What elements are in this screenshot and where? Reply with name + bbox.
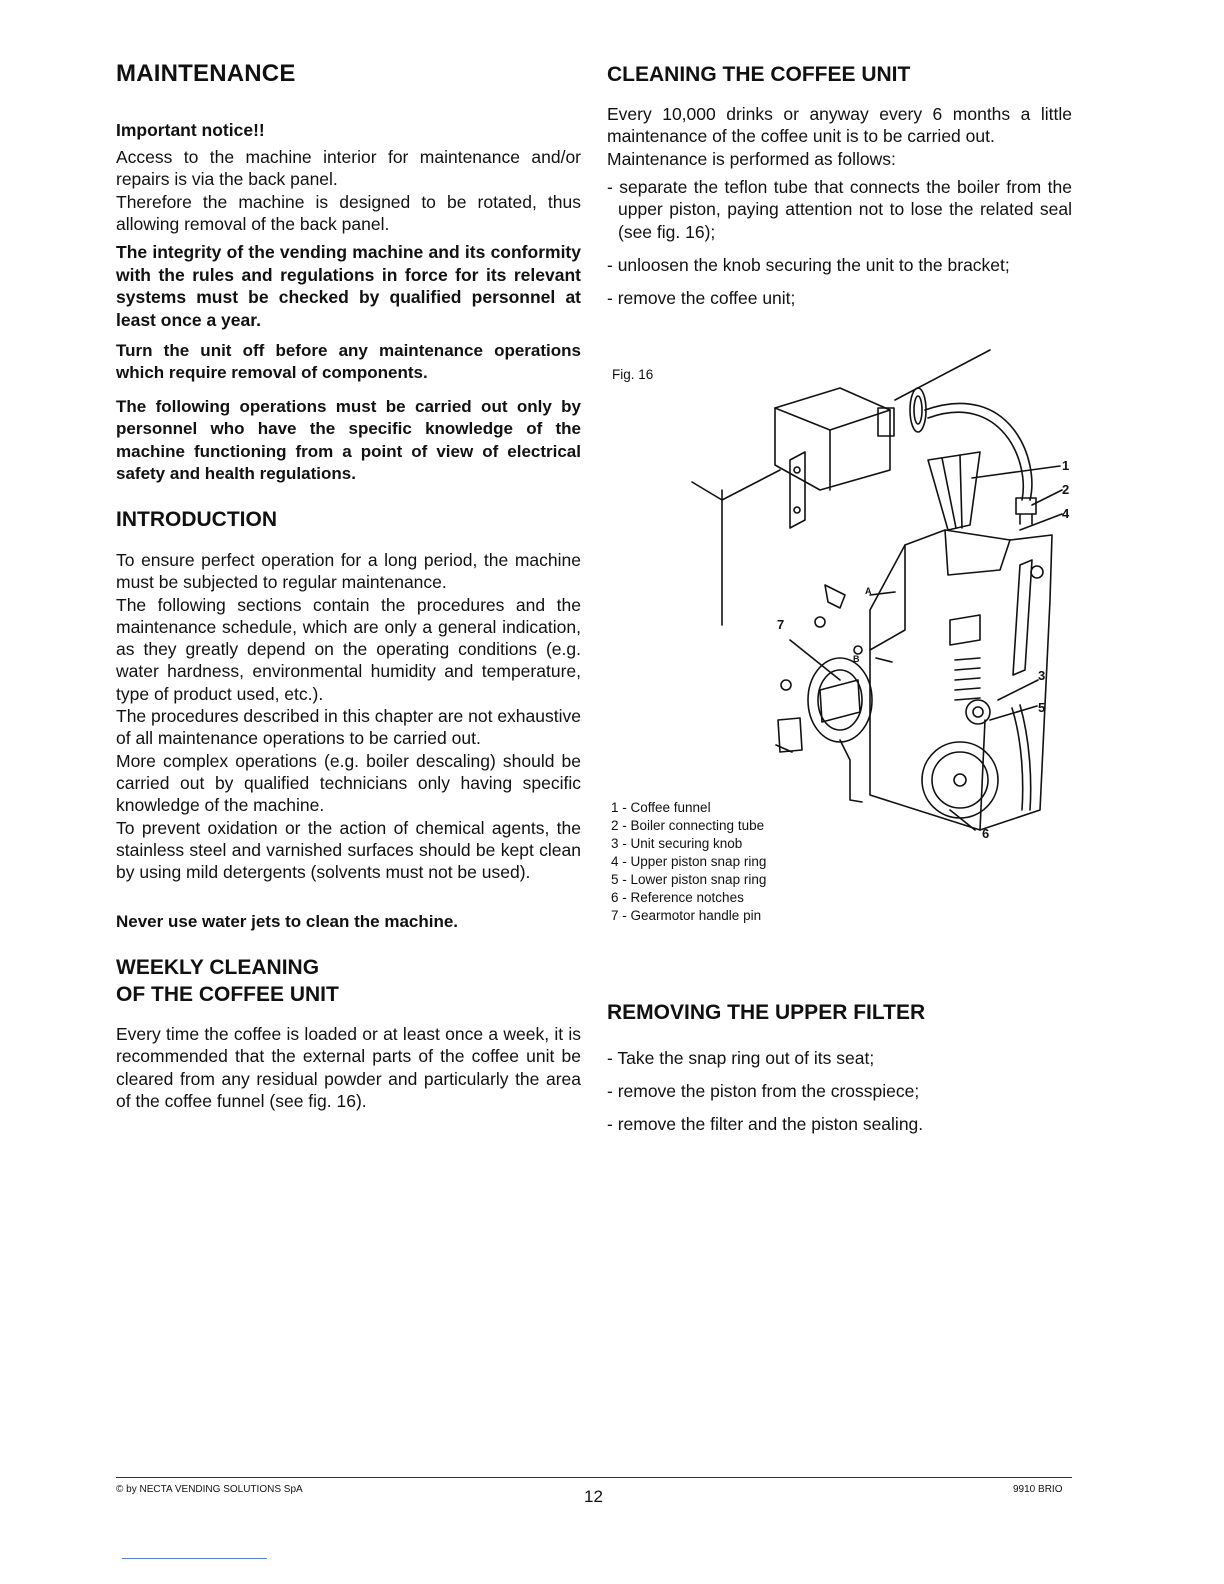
filter-step: - Take the snap ring out of its seat; bbox=[607, 1048, 875, 1068]
introduction-heading: INTRODUCTION bbox=[116, 508, 277, 531]
footer-rule bbox=[116, 1477, 1072, 1478]
legend-item: 5 - Lower piston snap ring bbox=[611, 872, 767, 887]
page-title: MAINTENANCE bbox=[116, 60, 296, 87]
legend-item: 2 - Boiler connecting tube bbox=[611, 818, 765, 833]
intro-paragraph: The following sections contain the procedures and the maintenance schedule, which are only a general indication, as they greatly depend on the operating conditions (e.g. water hardness, environmental humidity and temperature, type of product used, etc.). bbox=[116, 594, 581, 704]
intro-paragraph: To prevent oxidation or the action of chemical agents, the stainless steel and varnished surfaces should be kept clean by using mild detergents (solvents must not be used). bbox=[116, 817, 581, 883]
weekly-heading-line-2: OF THE COFFEE UNIT bbox=[116, 983, 339, 1006]
legend-item: 6 - Reference notches bbox=[611, 890, 744, 905]
intro-paragraph: The procedures described in this chapter are not exhaustive of all maintenance operations to be carried out. bbox=[116, 706, 581, 749]
notice-paragraph-2: Therefore the machine is designed to be rotated, thus allowing removal of the back panel. bbox=[116, 192, 581, 235]
cleaning-step: - separate the teflon tube that connects the boiler from the upper piston, paying attention not to lose the related seal (see fig. 16); bbox=[607, 177, 1072, 242]
intro-paragraph: More complex operations (e.g. boiler descaling) should be carried out by qualified technicians only having specific knowledge of the machine. bbox=[116, 750, 581, 816]
intro-paragraph: To ensure perfect operation for a long period, the machine must be subjected to regular maintenance. bbox=[116, 550, 581, 593]
callout-2: 2 bbox=[1062, 482, 1070, 497]
filter-heading: REMOVING THE UPPER FILTER bbox=[607, 1001, 926, 1024]
introduction-text bbox=[116, 549, 581, 883]
notice-heading: Important notice!! bbox=[116, 120, 265, 140]
cleaning-step: - remove the coffee unit; bbox=[607, 288, 796, 308]
weekly-cleaning-text: Every time the coffee is loaded or at least once a week, it is recommended that the external parts of the coffee unit be cleared from any residual powder and particularly the area of the coffee funnel (see fig. 16). bbox=[116, 1024, 581, 1111]
cleaning-step: - unloosen the knob securing the unit to the bracket; bbox=[607, 255, 1010, 275]
weekly-heading-line-1: WEEKLY CLEANING bbox=[116, 956, 320, 979]
filter-step: - remove the filter and the piston sealing. bbox=[607, 1114, 924, 1134]
weekly-cleaning-heading bbox=[116, 954, 339, 1008]
callout-5: 5 bbox=[1038, 700, 1046, 715]
bottom-link-underline bbox=[122, 1558, 267, 1559]
footer-copyright: © by NECTA VENDING SOLUTIONS SpA bbox=[116, 1484, 303, 1495]
callout-3: 3 bbox=[1038, 668, 1046, 683]
callout-7: 7 bbox=[777, 617, 785, 632]
legend-item: 1 - Coffee funnel bbox=[611, 800, 711, 815]
turn-off-warning: Turn the unit off before any maintenance operations which require removal of components. bbox=[116, 341, 581, 383]
water-jets-warning: Never use water jets to clean the machine. bbox=[116, 912, 459, 931]
footer-model: 9910 BRIO bbox=[1013, 1484, 1063, 1495]
legend-item: 3 - Unit securing knob bbox=[611, 836, 743, 851]
filter-step: - remove the piston from the crosspiece; bbox=[607, 1081, 920, 1101]
page-number: 12 bbox=[584, 1487, 603, 1506]
figure-label: Fig. 16 bbox=[612, 367, 654, 382]
callout-6: 6 bbox=[982, 826, 990, 840]
notice-paragraph-1: Access to the machine interior for maintenance and/or repairs is via the back panel. bbox=[116, 147, 581, 190]
legend-item: 7 - Gearmotor handle pin bbox=[611, 908, 762, 923]
integrity-warning: The integrity of the vending machine and its conformity with the rules and regulations in force for its relevant systems must be checked by qualified personnel at least once a year. bbox=[116, 242, 581, 330]
callout-1: 1 bbox=[1062, 458, 1070, 473]
callout-4: 4 bbox=[1062, 506, 1070, 521]
callout-A: A bbox=[865, 586, 872, 596]
personnel-warning: The following operations must be carried out only by personnel who have the specific knowledge of the machine functioning from a point of view of electrical safety and health regulations. bbox=[116, 397, 581, 483]
cleaning-intro-2: Maintenance is performed as follows: bbox=[607, 149, 896, 169]
cleaning-heading: CLEANING THE COFFEE UNIT bbox=[607, 63, 911, 86]
callout-B: B bbox=[853, 654, 860, 664]
cleaning-intro: Every 10,000 drinks or anyway every 6 months a little maintenance of the coffee unit is to be carried out. bbox=[607, 104, 1072, 147]
legend-item: 4 - Upper piston snap ring bbox=[611, 854, 767, 869]
coffee-unit-figure bbox=[680, 340, 1080, 840]
